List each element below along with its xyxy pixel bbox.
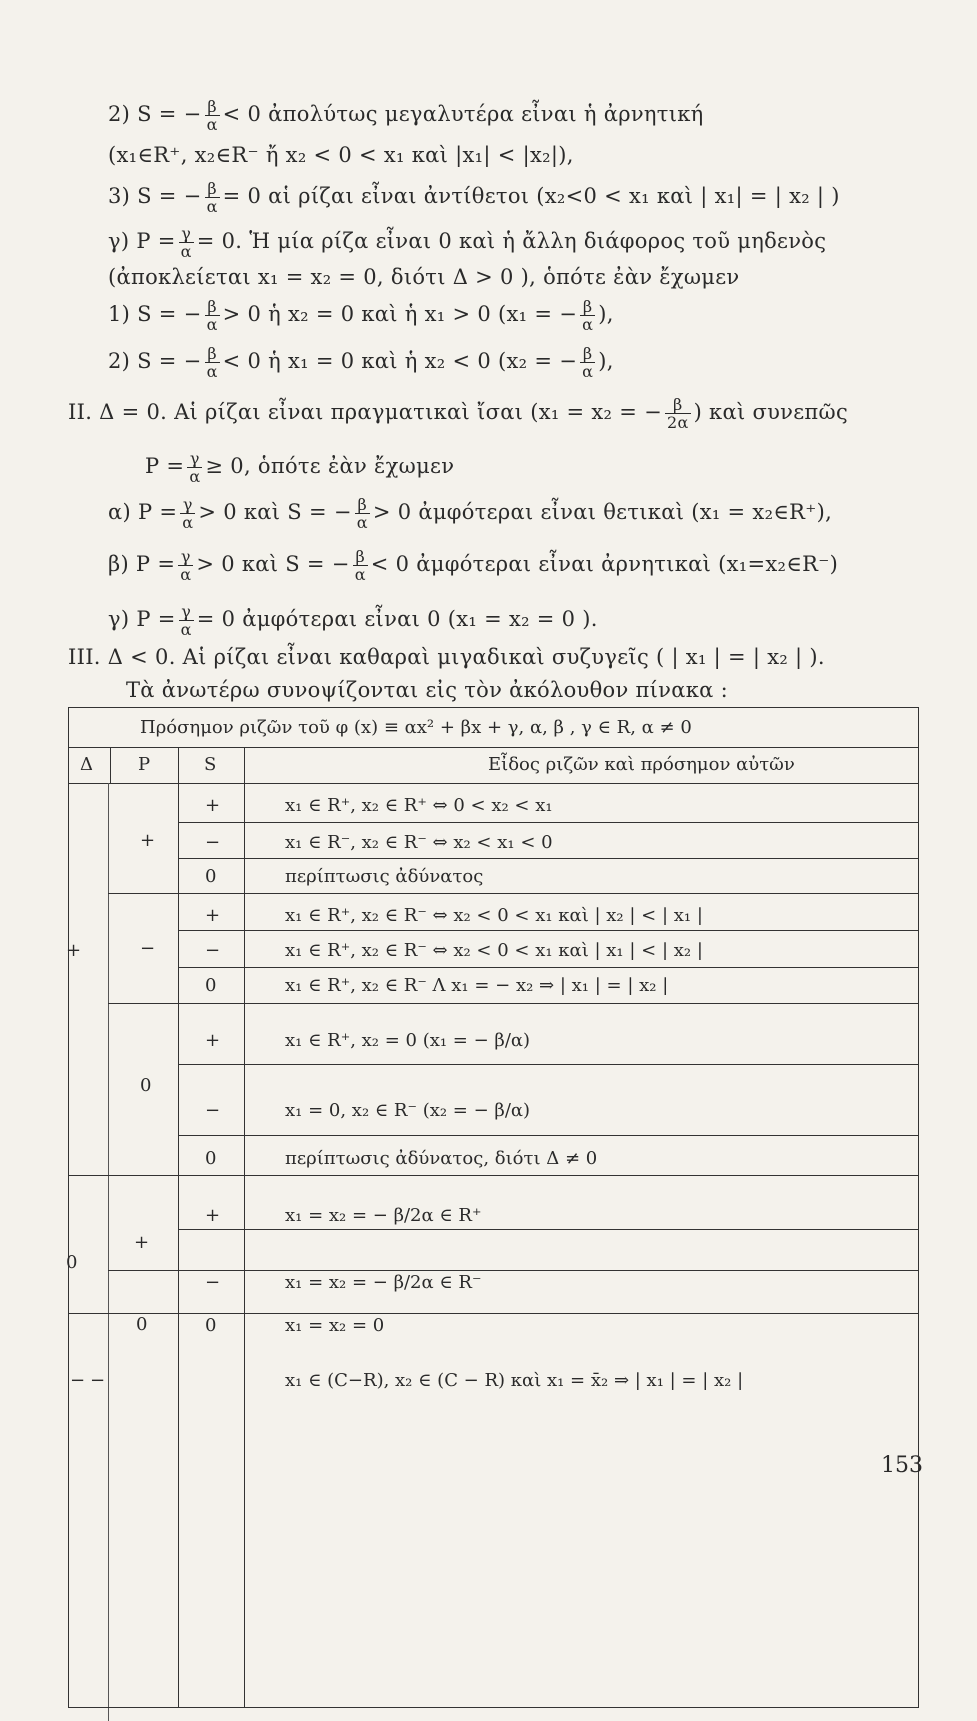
- line-p-zero: γ) P = $\frac{\gamma}{\alpha}$ = 0. Ἡ μία ρίζα εἶναι 0 καὶ ἡ ἄλλη διάφορος τοῦ μηδενὸς: [108, 224, 827, 261]
- fraction: $\frac{\gamma}{\alpha}$: [180, 547, 192, 584]
- line-s-negative: 2) S = − $\frac{\beta}{\alpha}$ < 0 ἀπολύτως μεγαλυτέρα εἶναι ἡ ἀρνητική: [108, 97, 704, 134]
- description-cell: x₁ ∈ R⁺, x₂ ∈ R⁻ ⇔ x₂ < 0 < x₁ καὶ | x₂ | < | x₁ |: [285, 905, 703, 926]
- fraction: $\frac{\beta}{2\alpha}$: [667, 395, 689, 432]
- fraction: $\frac{\beta}{\alpha}$: [206, 344, 218, 381]
- header-delta: Δ: [80, 754, 93, 775]
- delta-zero: 0: [66, 1252, 78, 1273]
- p-positive-2: +: [134, 1232, 150, 1253]
- description-cell: x₁ = 0, x₂ ∈ R⁻ (x₂ = − β/α): [285, 1100, 531, 1121]
- s-cell: +: [205, 905, 221, 926]
- s-cell: 0: [205, 866, 217, 887]
- fraction: $\frac{\beta}{\alpha}$: [582, 344, 594, 381]
- s-cell: −: [205, 1272, 221, 1293]
- description-cell: x₁ = x₂ = 0: [285, 1315, 385, 1336]
- s-cell: −: [205, 832, 221, 853]
- fraction: $\frac{\gamma}{\alpha}$: [180, 602, 192, 639]
- fraction: $\frac{\beta}{\alpha}$: [206, 97, 218, 134]
- fraction: $\frac{\gamma}{\alpha}$: [189, 449, 201, 486]
- line-beta: β) P = $\frac{\gamma}{\alpha}$ > 0 καὶ S = − $\frac{\beta}{\alpha}$ < 0 ἀμφότεραι εἶναι ἀρνητικαὶ (x₁=x₂∈R⁻): [108, 547, 839, 584]
- line-s-zero: 3) S = − $\frac{\beta}{\alpha}$ = 0 αἱ ρίζαι εἶναι ἀντίθετοι (x₂<0 < x₁ καὶ | x₁| = | x₂ | ): [108, 179, 840, 216]
- line-case-2: 2) S = − $\frac{\beta}{\alpha}$ < 0 ἡ x₁ = 0 καὶ ἡ x₂ < 0 (x₂ = − $\frac{\beta}{\alpha}$ ),: [108, 344, 614, 381]
- p-zero: 0: [140, 1075, 152, 1096]
- fraction: $\frac{\gamma}{\alpha}$: [180, 224, 192, 261]
- fraction: $\frac{\beta}{\alpha}$: [356, 495, 368, 532]
- fraction: $\frac{\beta}{\alpha}$: [354, 547, 366, 584]
- line-gamma: γ) P = $\frac{\gamma}{\alpha}$ = 0 ἀμφότεραι εἶναι 0 (x₁ = x₂ = 0 ).: [108, 602, 598, 639]
- delta-positive: +: [66, 940, 82, 961]
- fraction: $\frac{\gamma}{\alpha}$: [182, 495, 194, 532]
- line-case-1: 1) S = − $\frac{\beta}{\alpha}$ > 0 ἡ x₂ = 0 καὶ ἡ x₁ > 0 (x₁ = − $\frac{\beta}{\alpha}$ ),: [108, 297, 614, 334]
- s-cell: +: [205, 1205, 221, 1226]
- page-number: 153: [881, 1453, 923, 1478]
- description-cell: x₁ ∈ R⁺, x₂ ∈ R⁻ Λ x₁ = − x₂ ⇒ | x₁ | = | x₂ |: [285, 975, 669, 996]
- fraction: $\frac{\beta}{\alpha}$: [206, 297, 218, 334]
- p-negative-2: −: [90, 1370, 106, 1391]
- delta-negative: −: [70, 1370, 86, 1391]
- s-cell: 0: [205, 1148, 217, 1169]
- line-excluded: (ἀποκλείεται x₁ = x₂ = 0, διότι Δ > 0 ), ὁπότε ἐὰν ἔχωμεν: [108, 265, 740, 289]
- line-p-nonneg: P = $\frac{\gamma}{\alpha}$ ≥ 0, ὁπότε ἐὰν ἔχωμεν: [145, 449, 455, 486]
- p-positive: +: [140, 830, 156, 851]
- description-cell: περίπτωσις ἀδύνατος: [285, 866, 484, 887]
- header-s: S: [204, 754, 217, 775]
- description-cell: x₁ ∈ R⁺, x₂ ∈ R⁻ ⇔ x₂ < 0 < x₁ καὶ | x₁ | < | x₂ |: [285, 940, 703, 961]
- line-alpha: α) P = $\frac{\gamma}{\alpha}$ > 0 καὶ S = − $\frac{\beta}{\alpha}$ > 0 ἀμφότεραι εἶναι θετικαὶ (x₁ = x₂∈R⁺),: [108, 495, 833, 532]
- line-delta-negative: III. Δ < 0. Αἱ ρίζαι εἶναι καθαραὶ μιγαδικαὶ συζυγεῖς ( | x₁ | = | x₂ | ).: [68, 645, 825, 669]
- description-cell: x₁ ∈ R⁺, x₂ ∈ R⁺ ⇔ 0 < x₂ < x₁: [285, 795, 553, 816]
- p-negative: −: [140, 938, 156, 959]
- s-cell: +: [205, 1030, 221, 1051]
- s-cell: 0: [205, 1315, 217, 1336]
- description-cell: x₁ ∈ R⁻, x₂ ∈ R⁻ ⇔ x₂ < x₁ < 0: [285, 832, 553, 853]
- p-zero-2: 0: [136, 1314, 148, 1335]
- fraction: $\frac{\beta}{\alpha}$: [582, 297, 594, 334]
- header-description: Εἶδος ριζῶν καὶ πρόσημον αὐτῶν: [488, 754, 795, 775]
- fraction: $\frac{\beta}{\alpha}$: [206, 179, 218, 216]
- description-cell: x₁ ∈ (C−R), x₂ ∈ (C − R) καὶ x₁ = x̄₂ ⇒ | x₁ | = | x₂ |: [285, 1370, 744, 1391]
- line-delta-zero: II. Δ = 0. Αἱ ρίζαι εἶναι πραγματικαὶ ἴσαι (x₁ = x₂ = − $\frac{\beta}{2\alpha}$ ) καὶ συνεπῶς: [68, 395, 849, 432]
- line-condition: (x₁∈R⁺, x₂∈R⁻ ἤ x₂ < 0 < x₁ καὶ |x₁| < |x₂|),: [108, 143, 574, 167]
- line-summary-intro: Τὰ ἀνωτέρω συνοψίζονται εἰς τὸν ἀκόλουθον πίνακα :: [126, 678, 728, 702]
- description-cell: x₁ ∈ R⁺, x₂ = 0 (x₁ = − β/α): [285, 1030, 531, 1051]
- header-p: P: [138, 754, 151, 775]
- description-cell: x₁ = x₂ = − β/2α ∈ R⁻: [285, 1272, 482, 1293]
- s-cell: −: [205, 1100, 221, 1121]
- s-cell: −: [205, 940, 221, 961]
- s-cell: +: [205, 795, 221, 816]
- description-cell: περίπτωσις ἀδύνατος, διότι Δ ≠ 0: [285, 1148, 598, 1169]
- description-cell: x₁ = x₂ = − β/2α ∈ R⁺: [285, 1205, 482, 1226]
- table-title: Πρόσημον ριζῶν τοῦ φ (x) ≡ αx² + βx + γ, α, β , γ ∈ R, α ≠ 0: [140, 717, 692, 738]
- s-cell: 0: [205, 975, 217, 996]
